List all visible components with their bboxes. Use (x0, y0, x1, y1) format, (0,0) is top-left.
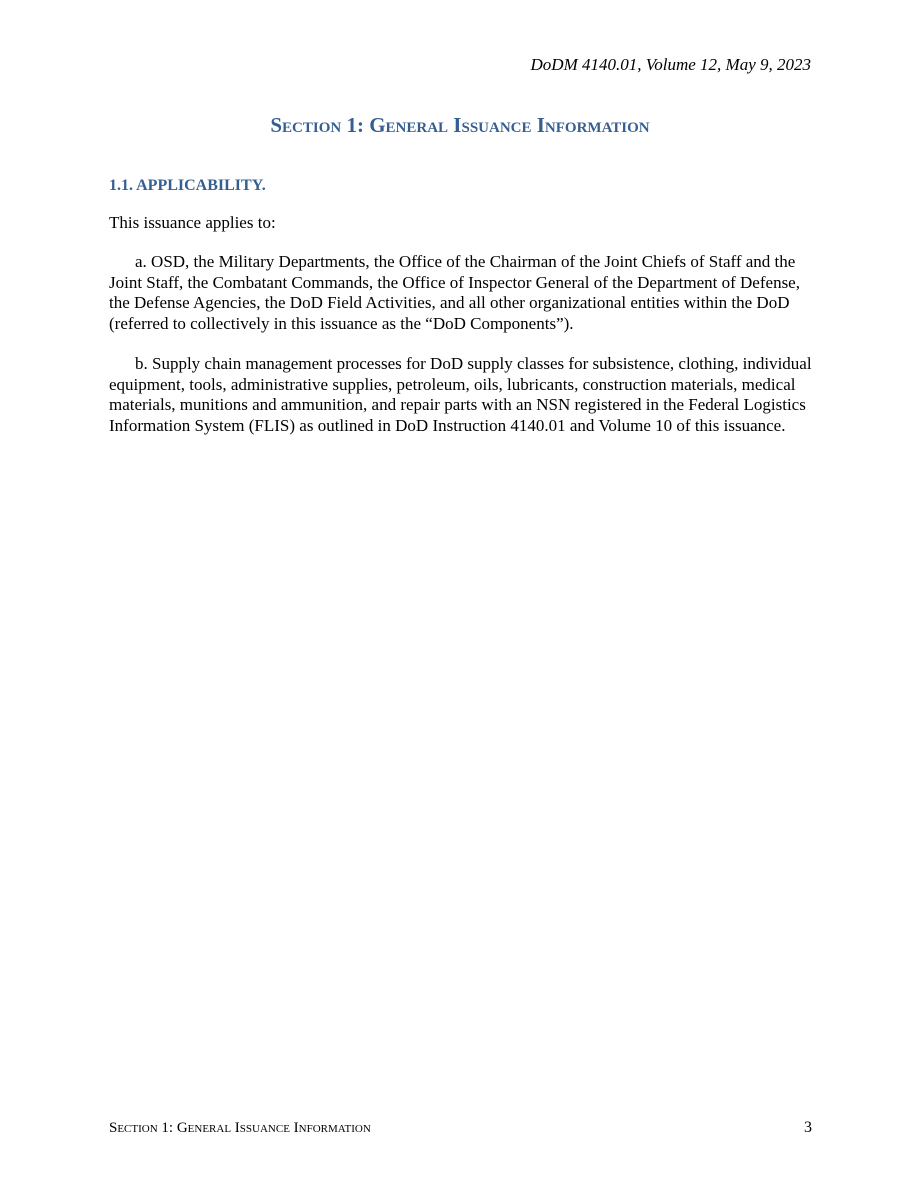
list-item-a (109, 252, 813, 334)
running-header: DoDM 4140.01, Volume 12, May 9, 2023 (530, 55, 811, 74)
list-item-b (109, 354, 813, 436)
list-item-b-text: b. Supply chain management processes for DoD supply classes for subsistence, clothing, individual equipment, tools, administrative supplies, petroleum, oils, lubricants, construction materials, medical materials, munitions and ammunition, and repair parts with an NSN registered in the Federal Logistics Information System (FLIS) as outlined in DoD Instruction 4140.01 and Volume 10 of this issuance. (109, 354, 812, 435)
paragraph-heading-applicability: 1.1. APPLICABILITY. (109, 177, 266, 194)
footer-section-title: Section 1: General Issuance Information (109, 1120, 371, 1136)
intro-paragraph: This issuance applies to: (109, 213, 276, 232)
page-number: 3 (804, 1119, 812, 1136)
list-item-a-text: a. OSD, the Military Departments, the Office of the Chairman of the Joint Chiefs of Staff and the Joint Staff, the Combatant Commands, the Office of Inspector General of the Department of Defense, the Defense Agencies, the DoD Field Activities, and all other organizational entities within the DoD (referred to collectively in this issuance as the “DoD Components”). (109, 252, 800, 333)
section-title: Section 1: General Issuance Information (270, 113, 650, 137)
